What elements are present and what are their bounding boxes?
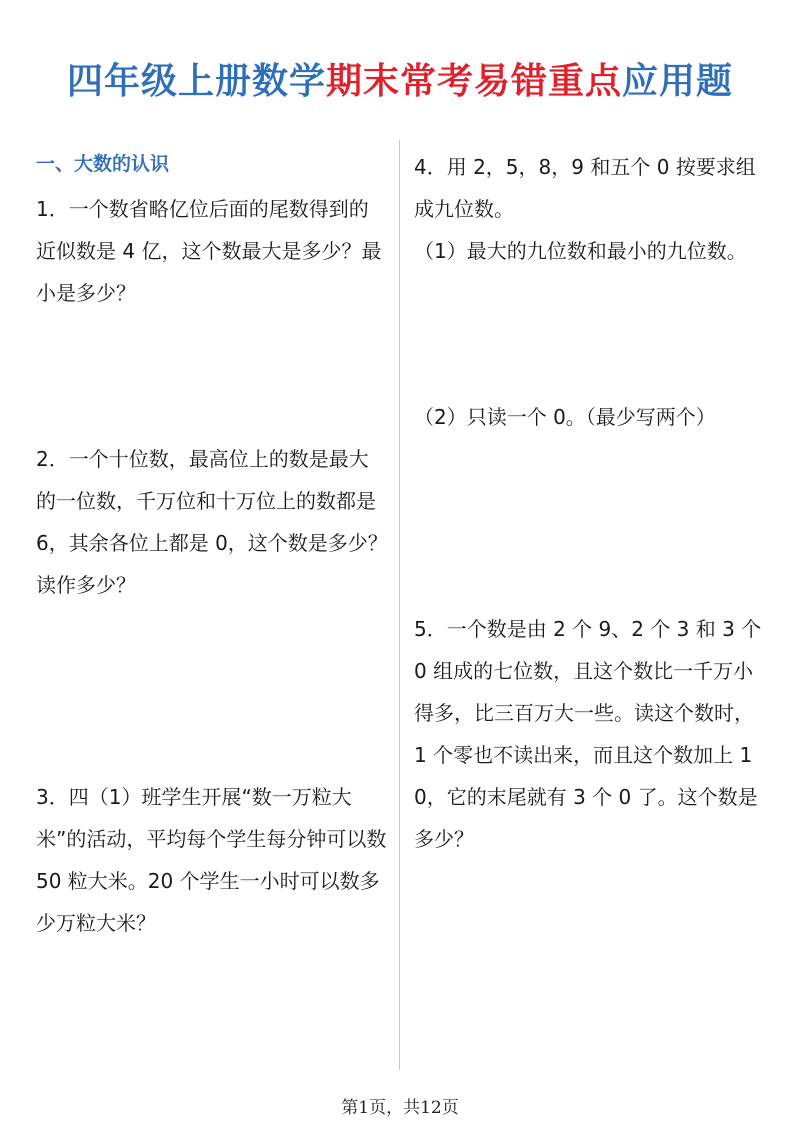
question-1: 1．一个数省略亿位后面的尾数得到的近似数是 4 亿，这个数最大是多少？最小是多少？: [36, 197, 382, 305]
question-5: 5．一个数是由 2 个 9、2 个 3 和 3 个 0 组成的七位数，且这个数比一千万小得多，比三百万大一些。读这个数时，1 个零也不读出来，而且这个数加上 10，它的末尾就有 3 个 0 了。这个数是多少？: [414, 617, 762, 851]
section-heading: 一、大数的认识: [36, 153, 170, 175]
question-4-part-1: （1）最大的九位数和最小的九位数。: [414, 239, 747, 263]
title-part-topic: 应用题: [622, 61, 734, 102]
question-3: 3．四（1）班学生开展“数一万粒大米”的活动，平均每个学生每分钟可以数 50 粒大米。20 个学生一小时可以数多少万粒大米？: [36, 785, 387, 935]
title-part-highlight: 期末常考易错重点: [325, 61, 622, 102]
page-title: [0, 56, 800, 108]
title-part-grade: 四年级上册数学: [66, 61, 326, 102]
question-4: 4．用 2，5，8，9 和五个 0 按要求组成九位数。: [414, 155, 756, 221]
question-4-part-2: （2）只读一个 0。（最少写两个）: [414, 405, 716, 429]
page-number-footer: 第1页，共12页: [341, 1098, 459, 1118]
question-2: 2．一个十位数，最高位上的数是最大的一位数，千万位和十万位上的数都是 6，其余各位上都是 0，这个数是多少？读作多少？: [36, 447, 388, 597]
column-divider: [399, 140, 400, 1070]
